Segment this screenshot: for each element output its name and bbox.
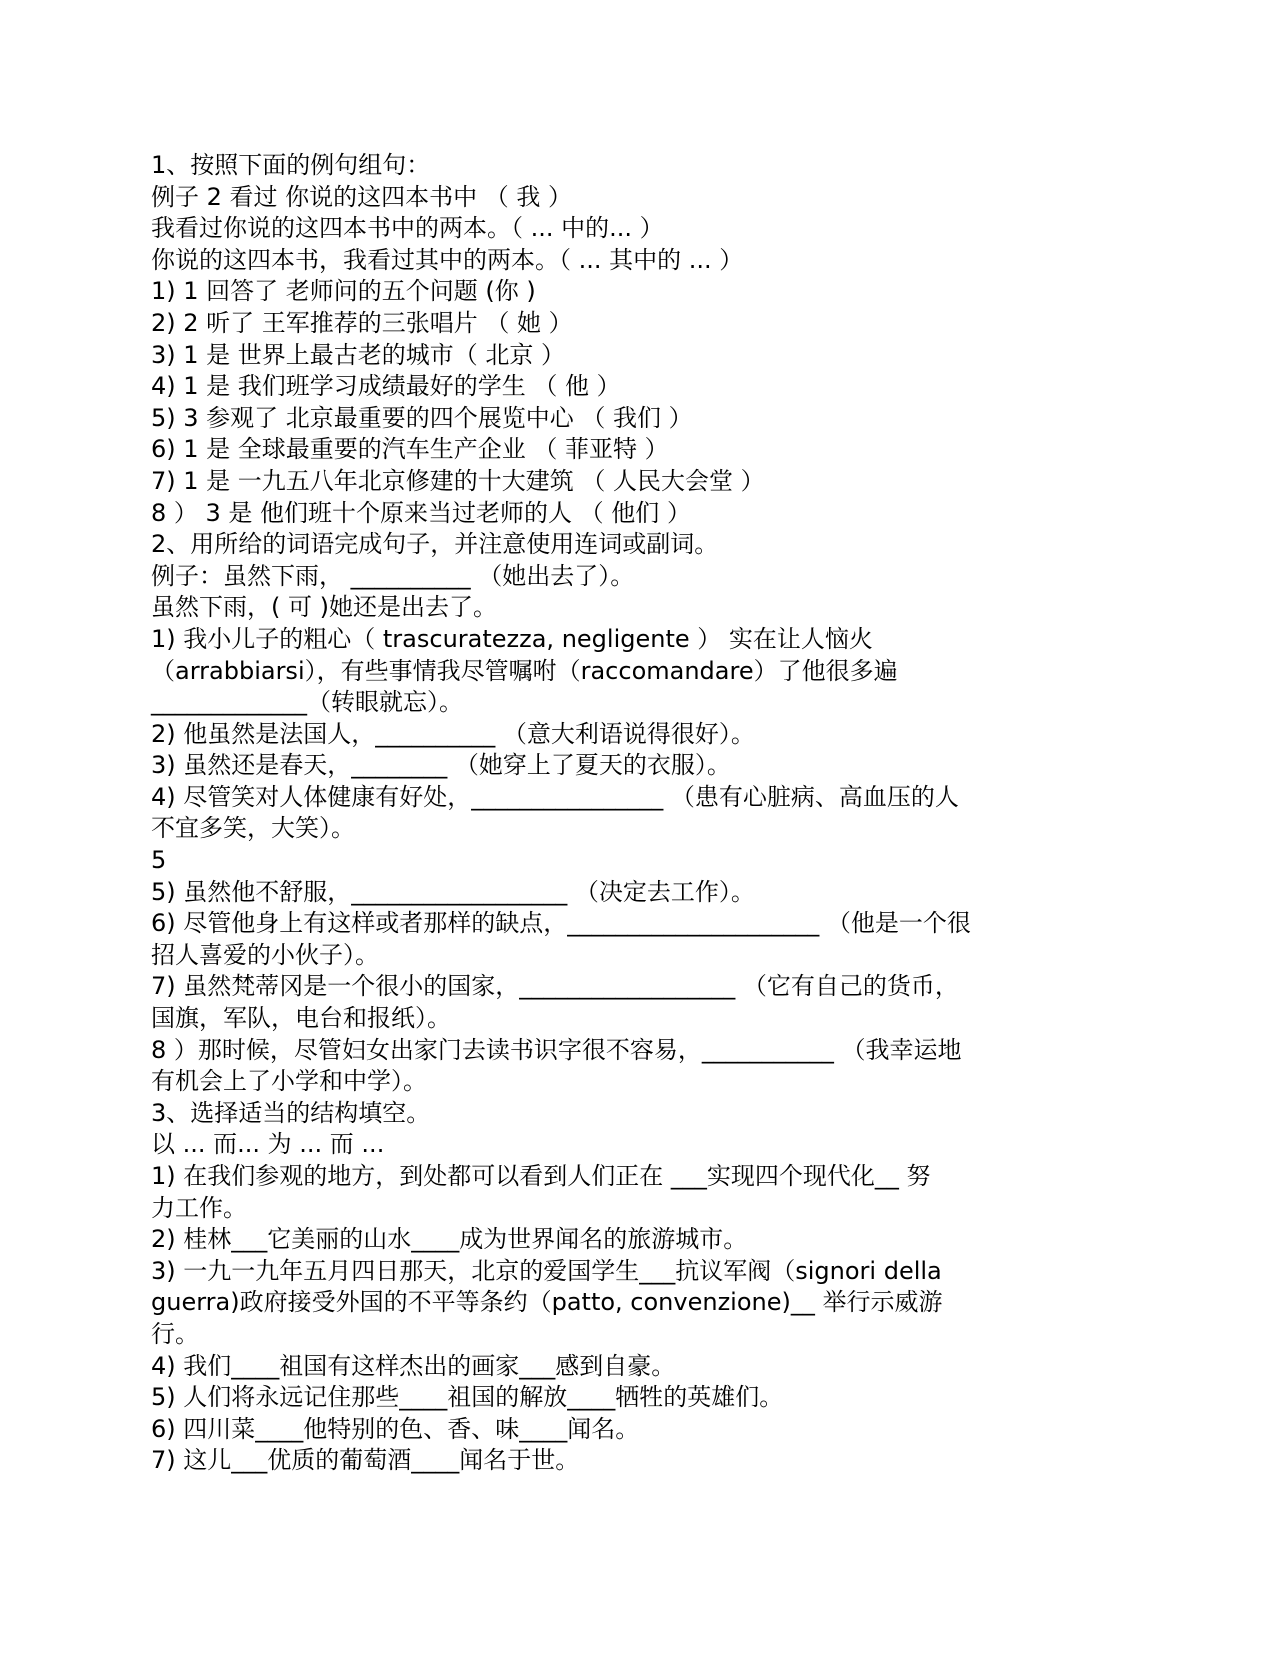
exercise-2-item: 7) 虽然梵蒂冈是一个很小的国家，__________________ （它有自己的货币，	[151, 972, 959, 1001]
exercise-1-item: 8 ） 3 是 他们班十个原来当过老师的人 （ 他们 ）	[151, 498, 691, 527]
exercise-2-item: 4) 尽管笑对人体健康有好处，________________ （患有心脏病、高血压的人	[151, 782, 959, 811]
exercise-2-item-continued: _____________（转眼就忘）。	[151, 688, 463, 717]
exercise-2-item: 2) 他虽然是法国人，__________ （意大利语说得很好）。	[151, 719, 755, 748]
example-prompt: 例子 2 看过 你说的这四本书中 （ 我 ）	[151, 182, 573, 211]
exercise-2-item-continued: 有机会上了小学和中学）。	[151, 1067, 427, 1096]
stray-number: 5	[151, 846, 167, 875]
exercise-3-item: 5) 人们将永远记住那些____祖国的解放____牺牲的英雄们。	[151, 1383, 784, 1412]
exercise-3-item: 1) 在我们参观的地方，到处都可以看到人们正在 ___实现四个现代化__ 努	[151, 1162, 931, 1190]
exercise-2-item: 5) 虽然他不舒服，__________________ （决定去工作）。	[151, 877, 755, 906]
exercise-2-item-continued: 招人喜爱的小伙子）。	[151, 940, 379, 969]
exercise-1-item: 5) 3 参观了 北京最重要的四个展览中心 （ 我们 ）	[151, 403, 693, 432]
exercise-1-item: 1) 1 回答了 老师问的五个问题 (你 )	[151, 277, 536, 306]
structure-options: 以 ... 而... 为 ... 而 ...	[151, 1130, 385, 1159]
document-body	[151, 150, 1051, 1477]
exercise-3-item-continued: 行。	[151, 1319, 199, 1348]
exercise-3-item: 3) 一九一九年五月四日那天，北京的爱国学生___抗议军阀（signori della	[151, 1256, 942, 1285]
example-prompt: 例子：虽然下雨， __________ （她出去了）。	[151, 561, 635, 590]
exercise-1-item: 3) 1 是 世界上最古老的城市（ 北京 ）	[151, 340, 566, 369]
example-answer-1: 我看过你说的这四本书中的两本。（ ... 中的... ）	[151, 214, 664, 243]
example-answer: 虽然下雨，( 可 )她还是出去了。	[151, 593, 497, 622]
exercise-1-item: 6) 1 是 全球最重要的汽车生产企业 （ 菲亚特 ）	[151, 435, 669, 464]
exercise-3-item: 4) 我们____祖国有这样杰出的画家___感到自豪。	[151, 1351, 676, 1380]
exercise-2-item-continued: 国旗，军队，电台和报纸）。	[151, 1004, 451, 1033]
exercise-1-item: 2) 2 听了 王军推荐的三张唱片 （ 她 ）	[151, 308, 573, 337]
exercise-3-item: 6) 四川菜____他特别的色、香、味____闻名。	[151, 1414, 640, 1443]
exercise-2-item: 6) 尽管他身上有这样或者那样的缺点，_____________________ （他是一个很	[151, 909, 971, 938]
example-answer-2: 你说的这四本书，我看过其中的两本。（ ... 其中的 ... ）	[151, 245, 744, 274]
exercise-2-item: 1) 我小儿子的粗心（ trascuratezza, negligente ） 实在让人恼火	[151, 624, 873, 653]
section-1-heading: 1、按照下面的例句组句：	[151, 151, 431, 179]
exercise-3-item-continued: 力工作。	[151, 1193, 247, 1222]
section-3-heading: 3、选择适当的结构填空。	[151, 1098, 431, 1127]
exercise-2-item-continued: 不宜多笑，大笑）。	[151, 814, 355, 843]
exercise-2-item: 8 ）那时候，尽管妇女出家门去读书识字很不容易，___________ （我幸运地	[151, 1035, 962, 1064]
exercise-2-item-continued: （arrabbiarsi），有些事情我尽管嘱咐（raccomandare）了他很多遍	[151, 656, 898, 685]
exercise-3-item-continued: guerra)政府接受外国的不平等条约（patto, convenzione)__ 举行示威游	[151, 1288, 943, 1317]
exercise-1-item: 4) 1 是 我们班学习成绩最好的学生 （ 他 ）	[151, 372, 621, 401]
section-2-heading: 2、用所给的词语完成句子，并注意使用连词或副词。	[151, 530, 719, 559]
exercise-1-item: 7) 1 是 一九五八年北京修建的十大建筑 （ 人民大会堂 ）	[151, 466, 765, 495]
exercise-2-item: 3) 虽然还是春天，________ （她穿上了夏天的衣服）。	[151, 751, 731, 780]
exercise-3-item: 7) 这儿___优质的葡萄酒____闻名于世。	[151, 1446, 580, 1475]
exercise-3-item: 2) 桂林___它美丽的山水____成为世界闻名的旅游城市。	[151, 1225, 748, 1254]
